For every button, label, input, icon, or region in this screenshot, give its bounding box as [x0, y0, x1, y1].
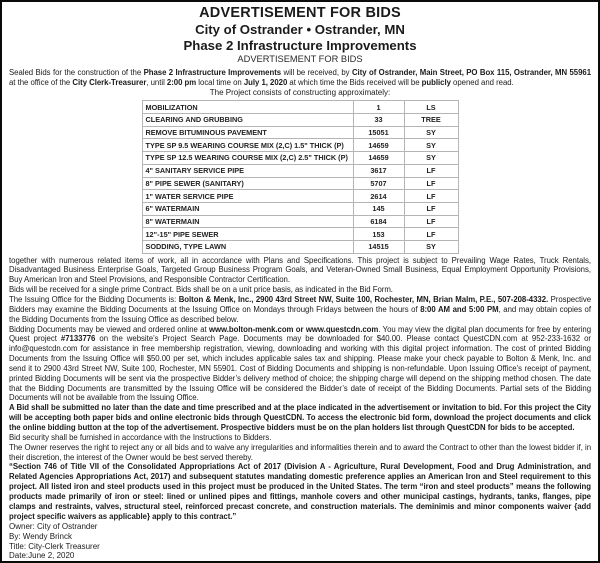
bold-text-run: publicly — [421, 77, 451, 87]
table-cell: SY — [404, 126, 458, 139]
ad-title: ADVERTISEMENT FOR BIDS — [199, 5, 401, 21]
table-cell: LF — [404, 228, 458, 241]
table-cell: TREE — [404, 114, 458, 127]
table-cell: LF — [404, 190, 458, 203]
table-cell: 12"-15" PIPE SEWER — [142, 228, 353, 241]
bold-text-run: Phase 2 Infrastructure Improvements — [143, 67, 282, 77]
paragraph — [9, 285, 591, 295]
text-run: will be received, by — [281, 67, 352, 77]
table-cell: 8" PIPE SEWER (SANITARY) — [142, 177, 353, 190]
table-cell: LS — [404, 101, 458, 114]
table-cell: SY — [404, 152, 458, 165]
table-cell: TYPE SP 9.5 WEARING COURSE MIX (2,C) 1.5" THICK (P) — [142, 139, 353, 152]
table-cell: LF — [404, 215, 458, 228]
text-run: . You may view the digital plan documents for free by entering Quest project — [9, 324, 592, 344]
text-run: The Issuing Office for the Bidding Documents is: — [9, 295, 179, 304]
table-cell: MOBILIZATION — [142, 101, 353, 114]
bold-text-run: City Clerk-Treasurer — [72, 77, 147, 87]
table-row — [142, 139, 458, 152]
text-run: together with numerous related items of work, all in accordance with Plans and Specifications. This project is subject to Prevailing Wage Rates, Truck Rentals, Disadvantaged Business Enterprise Goals, Targeted Group Business Program Goals, and Veteran-Owned Small Business, Equal Employment Opportunity Provisions, Buy American Iron and Steel Provisions, and Responsible Contractor Certification. — [9, 255, 591, 285]
bold-text-run: 8:00 AM and 5:00 PM — [420, 304, 499, 314]
table-row — [142, 202, 458, 215]
table-row — [142, 164, 458, 177]
table-row — [142, 215, 458, 228]
signature-block — [9, 522, 591, 560]
table-cell: SY — [404, 240, 458, 253]
table-cell: LF — [404, 177, 458, 190]
bold-text-run: www.bolton-menk.com or www.questcdn.com — [208, 324, 379, 334]
text-run: , and may obtain copies of the Bidding Documents from the Issuing Office as described below. — [9, 304, 591, 324]
table-cell: 3617 — [353, 164, 404, 177]
table-cell: 1 — [353, 101, 404, 114]
table-cell: 33 — [353, 114, 404, 127]
table-row — [142, 114, 458, 127]
table-cell: CLEARING AND GRUBBING — [142, 114, 353, 127]
table-cell: 145 — [353, 202, 404, 215]
text-run: opened and read. — [450, 77, 514, 87]
table-cell: SODDING, TYPE LAWN — [142, 240, 353, 253]
text-run: Bids will be received for a single prime Contract. Bids shall be on a unit price basis, as indicated in the Bid Form. — [9, 285, 393, 295]
project-items-body — [142, 101, 458, 253]
table-cell: 15051 — [353, 126, 404, 139]
table-cell: LF — [404, 202, 458, 215]
table-row — [142, 126, 458, 139]
table-cell: 6184 — [353, 215, 404, 228]
table-cell: 8" WATERMAIN — [142, 215, 353, 228]
text-run: at the office of the — [9, 77, 73, 87]
text-run: at which time the Bids received will be — [287, 77, 422, 87]
table-cell: TYPE SP 12.5 WEARING COURSE MIX (2,C) 2.5" THICK (P) — [142, 152, 353, 165]
table-cell: REMOVE BITUMINOUS PAVEMENT — [142, 126, 353, 139]
paragraph — [9, 295, 591, 325]
by-line: By: Wendy Brinck — [9, 532, 72, 541]
table-cell: 2614 — [353, 190, 404, 203]
text-run: on the website’s Project Search Page. Documents may be downloaded for $40.00. Please contact QuestCDN.com at 952-233-1632 or info@questcdn.com for assistance in free membership registration, viewing, downloading and working with this digital project information. The cost of printed Bidding Documents from the Issuing Office will $50.00 per set, which includes applicable sales tax and shipping. Please make your check payable to Bolton & Menk, Inc. and send it to 2900 43rd Street NW, Suite 100, Rochester, MN 55901. Cost of Bidding Documents and shipping is non-refundable. Upon Issuing Office’s receipt of payment, printed Bidding Documents will be sent via the prospective Bidder’s delivery method of choice; the shipping charge will depend on the shipping method chosen. The date that the Bidding Documents are transmitted by the Issuing Office will be considered the Bidder’s date of receipt of the Bidding Documents. Partial sets of the Bidding Documents will not be available from the Issuing Office. — [9, 334, 591, 403]
ad-project-line: Phase 2 Infrastructure Improvements — [183, 38, 417, 54]
intro-paragraph — [9, 68, 591, 88]
text-run: The Owner reserves the right to reject any or all bids and to waive any irregularities and informalities therein and to award the Contract to other than the lowest bidder if, in their discretion, the interest of the Owner would be best served thereby. — [9, 442, 591, 462]
table-row — [142, 177, 458, 190]
bold-text-run: City of Ostrander, Main Street, PO Box 115, Ostrander, MN 55961 — [351, 67, 591, 77]
advertisement-header — [9, 6, 591, 65]
bold-text-run: July 1, 2020 — [243, 77, 288, 87]
table-cell: 5707 — [353, 177, 404, 190]
bold-text-run: A Bid shall be submitted no later than the date and time prescribed and at the place indicated in the advertisement or invitation to bid. For this project the City will be accepting both paper bids and online electronic bids through QuestCDN. To access the electronic bid form, download the project documents and click the online bidding button at the top of the advertisement. Prospective bidders must be on the plan holders list through QuestCDN for bids to be accepted. — [9, 403, 591, 432]
bold-text-run: #7133776 — [60, 334, 96, 344]
text-run: Sealed Bids for the construction of the — [9, 67, 144, 77]
table-cell: SY — [404, 139, 458, 152]
paragraph — [9, 403, 591, 433]
ad-city-line: City of Ostrander • Ostrander, MN — [195, 22, 405, 38]
table-row — [142, 190, 458, 203]
table-cell: 1" WATER SERVICE PIPE — [142, 190, 353, 203]
title-line: Title: City-Clerk Treasurer — [9, 541, 100, 551]
ad-subtitle: ADVERTISEMENT FOR BIDS — [237, 53, 363, 64]
table-cell: 14515 — [353, 240, 404, 253]
table-cell: 4" SANITARY SERVICE PIPE — [142, 164, 353, 177]
text-run: Prospective Bidders may examine the Bidding Documents at the Issuing Office on Mondays through Fridays between the hours of — [9, 295, 591, 314]
table-cell: 14659 — [353, 139, 404, 152]
text-run: local time on — [196, 77, 244, 87]
table-cell: 6" WATERMAIN — [142, 202, 353, 215]
text-run: , until — [146, 77, 167, 87]
bold-text-run: Bolton & Menk, Inc., 2900 43rd Street NW, Suite 100, Rochester, MN, Brian Malm, P.E., 507-208-4332. — [178, 295, 549, 304]
body-paragraphs — [9, 256, 591, 522]
table-cell: 14659 — [353, 152, 404, 165]
bold-text-run: 2:00 pm — [166, 77, 197, 87]
date-line: Date:June 2, 2020 — [9, 551, 75, 561]
paragraph — [9, 433, 591, 443]
project-items-table — [142, 100, 459, 253]
table-row — [142, 228, 458, 241]
paragraph — [9, 325, 591, 404]
paragraph — [9, 443, 591, 463]
text-run: Bidding Documents may be viewed and ordered online at — [9, 324, 209, 334]
paragraph — [9, 256, 591, 286]
project-consists-line: The Project consists of constructing approximately: — [209, 88, 391, 98]
bold-text-run: “Section 746 of Title VII of the Consolidated Appropriations Act of 2017 (Division A - Agriculture, Rural Development, Food and Drug Administration, and Related Agencies Appropriations Act, 2017) and subsequent statutes mandating domestic preference applies an American Iron and Steel requirement to this project. All listed iron and steel products used in this project must be produced in the United States. The term “iron and steel products” means the following products made primarily of iron or steel: lined or unlined pipes and fittings, manhole covers and other municipal castings, hydrants, tanks, flanges, pipe clamps and restraints, valves, structural steel, reinforced precast concrete, and construction materials. The deminimis and minor components waiver {add project specific waivers as applicable} apply to this contract.” — [9, 462, 591, 521]
table-row — [142, 240, 458, 253]
paragraph — [9, 462, 591, 521]
text-run: Bid security shall be furnished in accordance with the Instructions to Bidders. — [9, 432, 272, 442]
table-cell: 153 — [353, 228, 404, 241]
owner-line: Owner: City of Ostrander — [9, 522, 98, 532]
table-cell: LF — [404, 164, 458, 177]
table-row — [142, 101, 458, 114]
table-row — [142, 152, 458, 165]
